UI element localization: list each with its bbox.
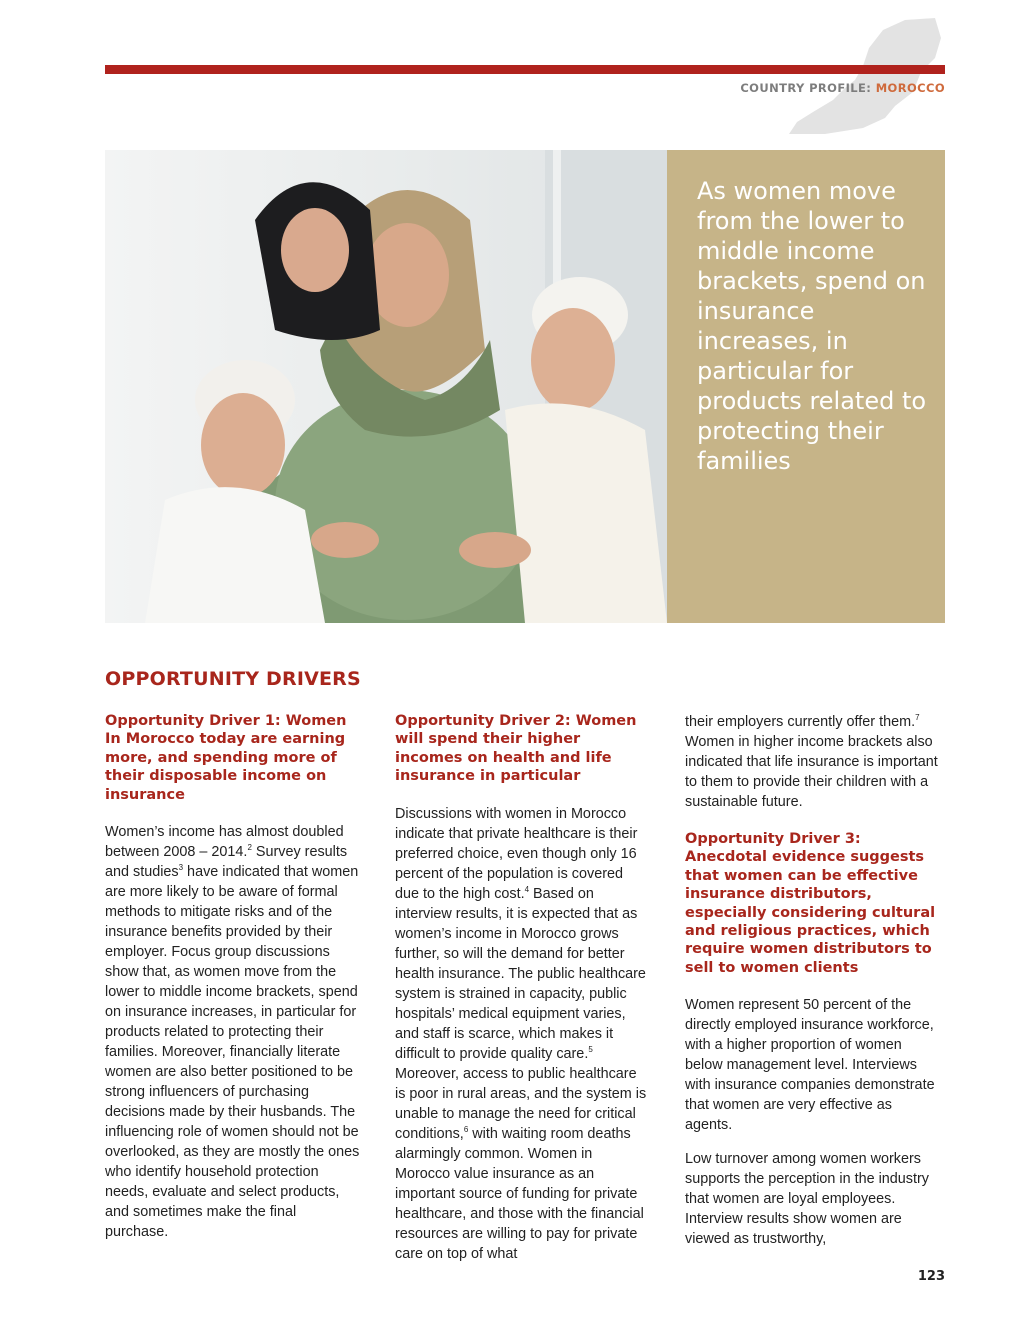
driver-3-paragraph-2: Low turnover among women workers supports the perception in the industry that women are loyal employees. Interview results show women are viewed as trustworthy,: [685, 1151, 929, 1248]
text-run: Women in higher income brackets also indicated that life insurance is important to them to provide their children with a sustainable future.: [685, 734, 938, 810]
text-run: Based on interview results, it is expected that as women’s income in Morocco grows further, so will the demand for better health insurance. The public healthcare system is strained in capacity, public hospitals’ medical equipment varies, and staff is scarce, which makes it difficult to provide quality care.: [395, 885, 646, 1062]
header-rule: [105, 65, 945, 74]
footnote-ref: 7: [915, 713, 920, 723]
driver-1-paragraph: [105, 822, 360, 1242]
footnote-ref: 6: [463, 1124, 469, 1134]
driver-2-heading: Opportunity Driver 2: Women will spend their higher incomes on health and life insurance in particular: [395, 713, 637, 785]
driver-1-heading: Opportunity Driver 1: Women In Morocco today are earning more, and spending more of their disposable income on insurance: [105, 713, 347, 803]
text-run: their employers currently offer them.: [685, 714, 916, 730]
footnote-ref: 2: [247, 843, 252, 853]
pull-quote: As women move from the lower to middle income brackets, spend on insurance increases, in particular for products related to protecting their families: [697, 177, 927, 475]
section-title: OPPORTUNITY DRIVERS: [105, 668, 361, 690]
driver-3-heading: Opportunity Driver 3: Anecdotal evidence suggests that women can be effective insurance distributors, especially considering cultural and religious practices, which require women distributors to sell to women clients: [685, 831, 936, 976]
text-run: Moreover, access to public healthcare is poor in rural areas, and the system is unable to manage the need for critical conditions,: [395, 1065, 647, 1142]
footnote-ref: 3: [178, 863, 184, 873]
header-label: [740, 81, 945, 95]
pull-quote-box: [667, 150, 945, 623]
column-1: [105, 712, 360, 1242]
text-run: have indicated that women are more likely to be aware of formal methods to mitigate risks and of the insurance benefits provided by their employer. Focus group discussions show that, as women move from the lower to middle income brackets, spend on insurance increases, in particular for products related to protecting their families. Moreover, financially literate women are also better positioned to be strong influencers of purchasing decisions made by their husbands. The influencing role of women should not be overlooked, as they are mostly the ones who identify household protection needs, evaluate and select products, and sometimes make the final purchase.: [105, 864, 360, 1241]
footnote-ref: 5: [588, 1044, 593, 1054]
page-number: 123: [917, 1269, 945, 1284]
header-country: MOROCCO: [875, 81, 945, 95]
text-run: Discussions with women in Morocco indicate that private healthcare is their preferred choice, even though only 16 percent of the population is covered due to the high cost.: [395, 805, 638, 902]
text-run: Women’s income has almost doubled between 2008 – 2014.: [105, 824, 344, 861]
morocco-map-silhouette: [785, 14, 945, 138]
column-2: [395, 712, 650, 1264]
header-prefix: COUNTRY PROFILE:: [740, 81, 876, 95]
driver-3-paragraph-1: Women represent 50 percent of the directly employed insurance workforce, with a higher proportion of women below management level. Interviews with insurance companies demonstrate that women are very effective as agents.: [685, 997, 935, 1134]
text-run: with waiting room deaths alarmingly common. Women in Morocco value insurance as an important source of funding for private healthcare, and those with the financial resources are willing to pay for private care on top of what: [395, 1125, 644, 1262]
column-3: [685, 712, 940, 1249]
driver-2-paragraph: [395, 804, 650, 1264]
driver-2-continuation: [685, 712, 940, 812]
family-photo: [105, 150, 667, 623]
text-run: Survey results and studies: [105, 844, 348, 881]
footnote-ref: 4: [524, 884, 530, 894]
